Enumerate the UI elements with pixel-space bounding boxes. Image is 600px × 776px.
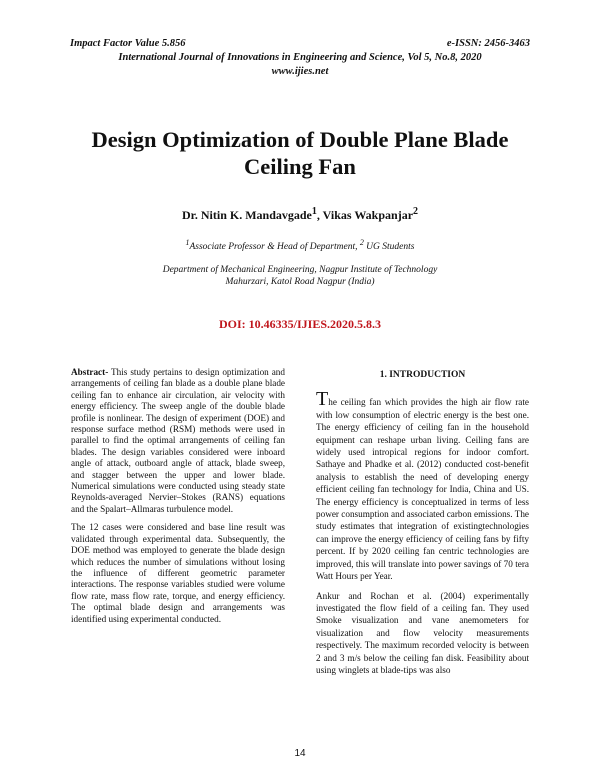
- page-number: 14: [294, 748, 306, 759]
- abstract-column: [71, 367, 285, 632]
- aff-text-2: UG Students: [363, 242, 415, 253]
- author-1: Dr. Nitin K. Mandavgade: [181, 208, 312, 222]
- running-header: [70, 38, 530, 49]
- affiliations: [60, 238, 540, 252]
- journal-name: International Journal of Innovations in Engineering and Science, Vol 5, No.8, 2020: [118, 52, 482, 63]
- journal-website: www.ijies.net: [271, 66, 329, 77]
- paper-title: [60, 126, 540, 180]
- intro-paragraph-2: Ankur and Rochan et al. (2004) experimentally investigated the flow field of a ceiling fan. They used Smoke visualization and vane anemometers for visualization and flow velocity measurements respectively. The maximum recorded velocity is between 2 and 3 m/s below the ceiling fan disk. Feasibility about using winglets at blade-tips was also: [316, 590, 529, 675]
- dept-line-2: Mahurzari, Katol Road Nagpur (India): [225, 277, 375, 287]
- abstract-paragraph-2: The 12 cases were considered and base line result was validated through experimental data. Subsequently, the DOE method was employed to generate the blade design which reduces the number of simulations without losing the influence of different geometric parameter interactions. The response variables studied were volume flow rate, mass flow rate, torque, and energy efficiency. The optimal blade design and arrangements was identified using experimental conducted.: [71, 522, 285, 624]
- author-1-sup: 1: [311, 206, 317, 217]
- abstract-text-1: This study pertains to design optimization and arrangements of ceiling fan blade as a double plane blade ceiling fan to enhance air circulation, air velocity with energy efficiency. The sweep angle of the double blade profile is nonlinear. The design of experiment (DOE) and response surface method (RSM) methods were used in parallel to find the optimal arrangements of ceiling fan blades. The design variables considered were inboard angle of attack, outboard angle of attack, blade sweep, and stagger between the upper and lower blade. Numerical simulations were conducted using steady state Reynolds-averaged Nervier–Stokes (RANS) equations and the Spalart–Allmaras turbulence model.: [71, 367, 285, 514]
- department: [60, 264, 540, 288]
- doi-link[interactable]: DOI: 10.46335/IJIES.2020.5.8.3: [218, 317, 382, 331]
- author-2: , Vikas Wakpanjar: [316, 208, 414, 222]
- dept-line-1: Department of Mechanical Engineering, Nagpur Institute of Technology: [162, 265, 438, 275]
- eissn: e-ISSN: 2456-3463: [446, 38, 530, 49]
- intro-paragraph-1: [316, 388, 529, 582]
- intro-text-1: he ceiling fan which provides the high air flow rate with low consumption of electric energy is the best one. The energy efficiency of ceiling fan in the household equipment can reshape urban living. Ceiling fans are widely used intropical regions for indoor comfort. Sathaye and Phadke et al. (2012) conducted cost-benefit analysis to establish the need of developing energy efficient ceiling fan technology for India, China and US. The energy efficiency is conceptualized in terms of less power consumption and associated carbon emissions. The study estimates that integration of existingtechnologies can improve the energy efficiency of ceiling fans by fifty percent. If by 2020 ceiling fan centric technologies are improved, this will translate into power savings of 70 tera Watt Hours per Year.: [316, 397, 529, 582]
- introduction-heading: 1. INTRODUCTION: [379, 370, 466, 380]
- aff-text-1: Associate Professor & Head of Department,: [189, 242, 360, 253]
- authors: [60, 206, 540, 223]
- drop-cap: T: [316, 388, 329, 411]
- title-line-2: Ceiling Fan: [244, 154, 356, 179]
- aff-sup-1: 1: [185, 238, 190, 247]
- abstract-label: Abstract-: [71, 367, 109, 377]
- introduction-column: [316, 370, 529, 683]
- aff-sup-2: 2: [359, 238, 364, 247]
- abstract-paragraph-1: [71, 367, 285, 515]
- impact-factor: Impact Factor Value 5.856: [70, 38, 186, 49]
- title-line-1: Design Optimization of Double Plane Blade: [91, 127, 509, 152]
- author-2-sup: 2: [413, 206, 419, 217]
